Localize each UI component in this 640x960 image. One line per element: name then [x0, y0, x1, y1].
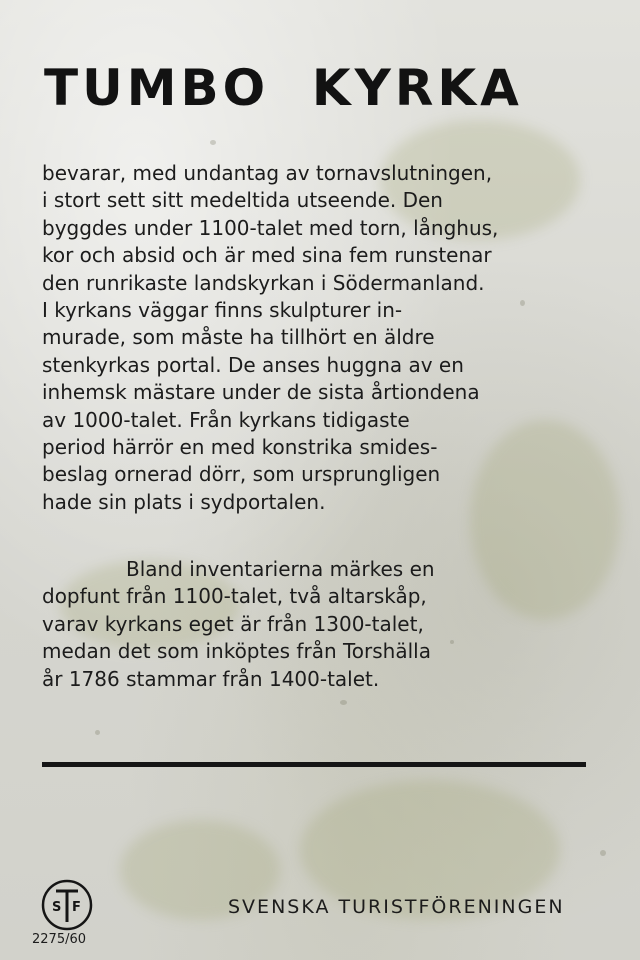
footer-organization: SVENSKA TURISTFÖRENINGEN	[228, 896, 565, 918]
text-line: kor och absid och är med sina fem runstenar	[42, 243, 492, 268]
text-line: Bland inventarierna märkes en	[126, 557, 435, 581]
stf-logo-icon	[40, 878, 94, 932]
text-line: medan det som inköptes från Torshälla	[42, 639, 431, 664]
paragraph-inventory	[42, 556, 598, 693]
text-line: år 1786 stammar från 1400-talet.	[42, 666, 380, 691]
text-line: stenkyrkas portal. De anses huggna av en	[42, 352, 464, 377]
text-line: inhemsk mästare under de sista årtiondena	[42, 380, 480, 405]
text-line: av 1000-talet. Från kyrkans tidigaste	[42, 407, 410, 432]
text-line: I kyrkans väggar finns skulpturer in-	[42, 298, 403, 323]
text-line: den runrikaste landskyrkan i Södermanland.	[42, 270, 485, 295]
text-line: dopfunt från 1100-talet, två altarskåp,	[42, 584, 427, 609]
text-line: i stort sett sitt medeltida utseende. Den	[42, 188, 443, 213]
reference-number: 2275/60	[32, 932, 87, 947]
stain-spot	[95, 730, 100, 735]
text-line: beslag ornerad dörr, som ursprungligen	[42, 462, 441, 487]
svg-text:F: F	[72, 900, 81, 915]
stain-spot	[210, 140, 216, 145]
stain-spot	[340, 700, 347, 705]
text-line: varav kyrkans eget är från 1300-talet,	[42, 611, 424, 636]
svg-text:S: S	[52, 900, 62, 915]
text-line: byggdes under 1100-talet med torn, långhus,	[42, 215, 499, 240]
sign-title: TUMBO KYRKA	[44, 59, 523, 117]
text-line: murade, som måste ha tillhört en äldre	[42, 325, 435, 350]
text-line: hade sin plats i sydportalen.	[42, 489, 326, 514]
divider-rule	[42, 762, 586, 767]
text-line: period härrör en med konstrika smides-	[42, 435, 438, 460]
stain-spot	[600, 850, 606, 856]
text-line: bevarar, med undantag av tornavslutningen,	[42, 161, 493, 185]
paragraph-history	[42, 160, 598, 516]
